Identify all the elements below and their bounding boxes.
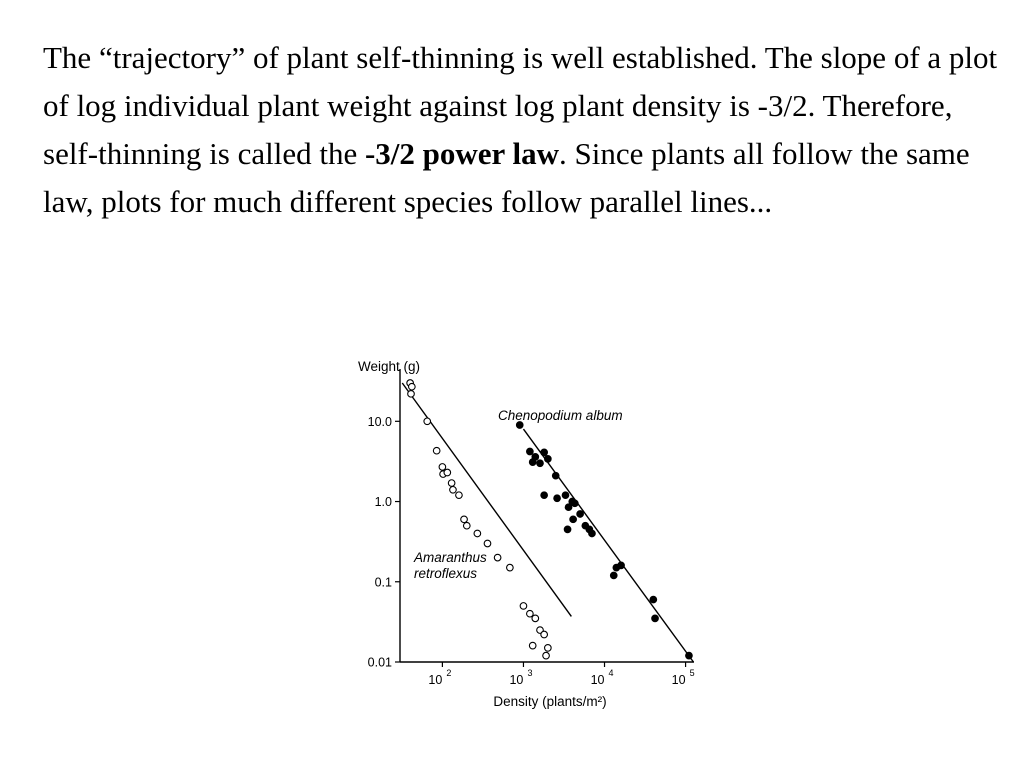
- self-thinning-chart: [340, 325, 720, 725]
- chenopodium-point: [562, 492, 569, 499]
- chenopodium-point: [552, 472, 559, 479]
- x-tick-exponent: 3: [527, 668, 533, 678]
- amaranthus-point: [408, 391, 415, 398]
- chenopodium-point: [650, 596, 657, 603]
- power-law-bold-text: -3/2 power law: [364, 136, 560, 171]
- x-tick-label: 10: [509, 673, 524, 687]
- amaranthus-point: [444, 469, 451, 476]
- fit-line-chenopodium: [523, 429, 693, 662]
- amaranthus-point: [424, 418, 431, 425]
- amaranthus-point: [448, 480, 455, 487]
- amaranthus-point: [474, 530, 481, 537]
- amaranthus-point: [456, 492, 463, 499]
- chenopodium-point: [554, 495, 561, 502]
- amaranthus-point: [543, 652, 550, 659]
- chenopodium-point: [610, 572, 617, 579]
- amaranthus-point: [484, 540, 491, 547]
- amaranthus-point: [527, 610, 534, 617]
- chenopodium-point: [537, 460, 544, 467]
- amaranthus-point: [461, 516, 468, 523]
- chenopodium-point: [564, 526, 571, 533]
- amaranthus-point: [433, 447, 440, 454]
- chenopodium-point: [545, 456, 552, 463]
- fit-lines: [402, 383, 693, 662]
- amaranthus-point: [529, 642, 536, 649]
- series-label-amaranthus: Amaranthus: [414, 550, 487, 565]
- chenopodium-point: [652, 615, 659, 622]
- amaranthus-point: [541, 631, 548, 638]
- x-tick-exponent: 2: [446, 668, 452, 678]
- x-tick-label: 10: [590, 673, 605, 687]
- chart-labels: [358, 359, 695, 709]
- amaranthus-point: [545, 645, 552, 652]
- x-tick-label: 10: [428, 673, 443, 687]
- paragraph-text-2: . Since plants all follow the same law, plots for much different species follow parallel lines...: [43, 136, 970, 219]
- amaranthus-point: [409, 383, 416, 390]
- chenopodium-point: [577, 511, 584, 518]
- chenopodium-point: [529, 459, 536, 466]
- y-axis-label: Weight (g): [358, 359, 421, 374]
- y-tick-label: 1.0: [374, 495, 392, 510]
- y-tick-label: 10.0: [367, 414, 392, 429]
- chenopodium-point: [541, 449, 548, 456]
- amaranthus-point: [507, 564, 514, 571]
- amaranthus-point: [532, 615, 539, 622]
- chenopodium-point: [541, 492, 548, 499]
- y-tick-label: 0.01: [367, 655, 392, 670]
- chenopodium-point: [686, 652, 693, 659]
- paragraph-text-1: The “trajectory” of plant self-thinning is well established. The slope of a plot of log individual plant weight against log plant density is -3/2. Therefore, self-thinning is called the: [43, 40, 998, 171]
- y-tick-label: 0.1: [374, 575, 392, 590]
- amaranthus-point: [439, 464, 446, 471]
- series-label-amaranthus: retroflexus: [414, 566, 478, 581]
- x-tick-exponent: 4: [608, 668, 614, 678]
- x-axis-label: Density (plants/m²): [493, 694, 607, 709]
- chenopodium-point: [527, 448, 534, 455]
- chenopodium-point: [572, 500, 579, 507]
- x-tick-label: 10: [671, 673, 686, 687]
- series-label-chenopodium: Chenopodium album: [498, 408, 623, 423]
- amaranthus-point: [463, 522, 470, 529]
- chenopodium-point: [589, 530, 596, 537]
- x-tick-exponent: 5: [689, 668, 695, 678]
- amaranthus-point: [520, 603, 527, 610]
- amaranthus-point: [494, 554, 501, 561]
- slide-paragraph: [43, 34, 1003, 226]
- amaranthus-point: [450, 487, 457, 494]
- chenopodium-point: [570, 516, 577, 523]
- chenopodium-point: [618, 562, 625, 569]
